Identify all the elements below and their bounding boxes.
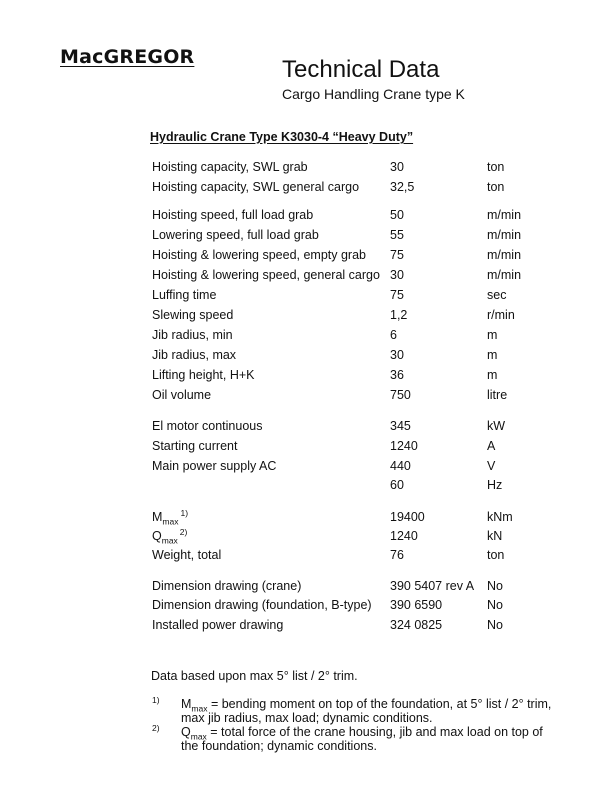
spec-label: Jib radius, min bbox=[152, 328, 233, 342]
company-logo: MacGREGOR bbox=[60, 46, 195, 68]
spec-row bbox=[0, 388, 612, 406]
spec-row bbox=[0, 478, 612, 496]
qmax-superscript: 2) bbox=[179, 526, 188, 537]
spec-unit: V bbox=[487, 459, 496, 473]
spec-row bbox=[0, 268, 612, 286]
spec-value: 32,5 bbox=[390, 180, 415, 194]
footnote-symbol: M bbox=[181, 697, 192, 711]
spec-value: 6 bbox=[390, 328, 397, 342]
spec-label: Hoisting speed, full load grab bbox=[152, 208, 314, 222]
footnote-symbol: Q bbox=[181, 725, 191, 739]
spec-label: Starting current bbox=[152, 439, 238, 453]
spec-value: 19400 bbox=[390, 510, 425, 524]
spec-label: Lowering speed, full load grab bbox=[152, 228, 319, 242]
footnote-body: = total force of the crane housing, jib and max load on top of the foundation; dynamic conditions. bbox=[181, 725, 543, 753]
spec-value: 750 bbox=[390, 388, 411, 402]
spec-row bbox=[0, 308, 612, 326]
spec-unit: No bbox=[487, 618, 503, 632]
footnote-body: = bending moment on top of the foundation, at 5° list / 2° trim, max jib radius, max load; dynamic conditions. bbox=[181, 697, 552, 725]
spec-row bbox=[0, 288, 612, 306]
qmax-letter: Q bbox=[152, 529, 162, 543]
footnote-subscript: max bbox=[190, 731, 207, 742]
spec-row bbox=[0, 618, 612, 636]
spec-unit: ton bbox=[487, 548, 505, 562]
mmax-symbol bbox=[152, 507, 189, 527]
spec-unit: m/min bbox=[487, 208, 522, 222]
spec-row bbox=[0, 180, 612, 198]
spec-row bbox=[0, 548, 612, 566]
spec-row bbox=[0, 248, 612, 266]
spec-value: 390 6590 bbox=[390, 598, 443, 612]
spec-value: 440 bbox=[390, 459, 411, 473]
spec-unit: ton bbox=[487, 160, 505, 174]
spec-value: 1240 bbox=[390, 439, 418, 453]
spec-unit: Hz bbox=[487, 478, 503, 492]
spec-label: Lifting height, H+K bbox=[152, 368, 255, 382]
spec-value: 345 bbox=[390, 419, 411, 433]
spec-value: 55 bbox=[390, 228, 404, 242]
spec-unit: kNm bbox=[487, 510, 513, 524]
spec-label: Weight, total bbox=[152, 548, 222, 562]
spec-label: Hoisting & lowering speed, empty grab bbox=[152, 248, 367, 262]
spec-label: Hoisting capacity, SWL grab bbox=[152, 160, 308, 174]
spec-label: Main power supply AC bbox=[152, 459, 277, 473]
spec-heading: Hydraulic Crane Type K3030-4 “Heavy Duty” bbox=[150, 130, 414, 144]
page-title: Technical Data bbox=[282, 56, 440, 83]
spec-value: 60 bbox=[390, 478, 404, 492]
spec-unit: m bbox=[487, 368, 498, 382]
spec-row bbox=[0, 507, 612, 528]
spec-unit: ton bbox=[487, 180, 505, 194]
spec-row bbox=[0, 579, 612, 597]
spec-unit: kN bbox=[487, 529, 503, 543]
footnote-subscript: max bbox=[191, 703, 208, 714]
spec-unit: m/min bbox=[487, 268, 522, 282]
spec-label: Slewing speed bbox=[152, 308, 234, 322]
spec-value: 30 bbox=[390, 160, 404, 174]
spec-unit: No bbox=[487, 579, 503, 593]
spec-label: Jib radius, max bbox=[152, 348, 237, 362]
trim-note: Data based upon max 5° list / 2° trim. bbox=[151, 669, 358, 683]
footnote-marker: 2) bbox=[152, 723, 160, 733]
spec-unit: r/min bbox=[487, 308, 515, 322]
spec-row bbox=[0, 328, 612, 346]
spec-value: 75 bbox=[390, 248, 404, 262]
spec-label: Hoisting & lowering speed, general cargo bbox=[152, 268, 380, 282]
page-subtitle: Cargo Handling Crane type K bbox=[282, 86, 465, 102]
spec-unit: m bbox=[487, 328, 498, 342]
spec-unit: No bbox=[487, 598, 503, 612]
spec-unit: litre bbox=[487, 388, 508, 402]
spec-unit: m bbox=[487, 348, 498, 362]
spec-label: Hoisting capacity, SWL general cargo bbox=[152, 180, 360, 194]
spec-label: Dimension drawing (foundation, B-type) bbox=[152, 598, 372, 612]
footnote-marker: 1) bbox=[152, 695, 160, 705]
spec-value: 324 0825 bbox=[390, 618, 443, 632]
spec-row bbox=[0, 419, 612, 437]
spec-label: Installed power drawing bbox=[152, 618, 284, 632]
spec-row bbox=[0, 459, 612, 477]
spec-value: 1240 bbox=[390, 529, 418, 543]
qmax-symbol bbox=[152, 526, 188, 546]
spec-value: 50 bbox=[390, 208, 404, 222]
spec-row bbox=[0, 368, 612, 386]
spec-unit: m/min bbox=[487, 228, 522, 242]
spec-value: 36 bbox=[390, 368, 404, 382]
spec-label: Oil volume bbox=[152, 388, 212, 402]
spec-row bbox=[0, 439, 612, 457]
spec-row bbox=[0, 526, 612, 547]
qmax-subscript: max bbox=[161, 535, 178, 546]
spec-row bbox=[0, 348, 612, 366]
spec-value: 30 bbox=[390, 268, 404, 282]
spec-row bbox=[0, 208, 612, 226]
spec-label: Dimension drawing (crane) bbox=[152, 579, 302, 593]
spec-value: 76 bbox=[390, 548, 404, 562]
spec-unit: A bbox=[487, 439, 496, 453]
spec-value: 390 5407 rev A bbox=[390, 579, 475, 593]
footnote-text bbox=[181, 697, 561, 725]
spec-unit: kW bbox=[487, 419, 506, 433]
spec-unit: sec bbox=[487, 288, 507, 302]
spec-row bbox=[0, 160, 612, 178]
mmax-superscript: 1) bbox=[180, 507, 189, 518]
spec-value: 75 bbox=[390, 288, 404, 302]
spec-unit: m/min bbox=[487, 248, 522, 262]
spec-label: Luffing time bbox=[152, 288, 217, 302]
spec-row bbox=[0, 228, 612, 246]
mmax-letter: M bbox=[152, 510, 163, 524]
spec-label: El motor continuous bbox=[152, 419, 263, 433]
spec-value: 30 bbox=[390, 348, 404, 362]
spec-row bbox=[0, 598, 612, 616]
spec-value: 1,2 bbox=[390, 308, 408, 322]
footnote-text bbox=[181, 725, 561, 753]
mmax-subscript: max bbox=[162, 516, 179, 527]
